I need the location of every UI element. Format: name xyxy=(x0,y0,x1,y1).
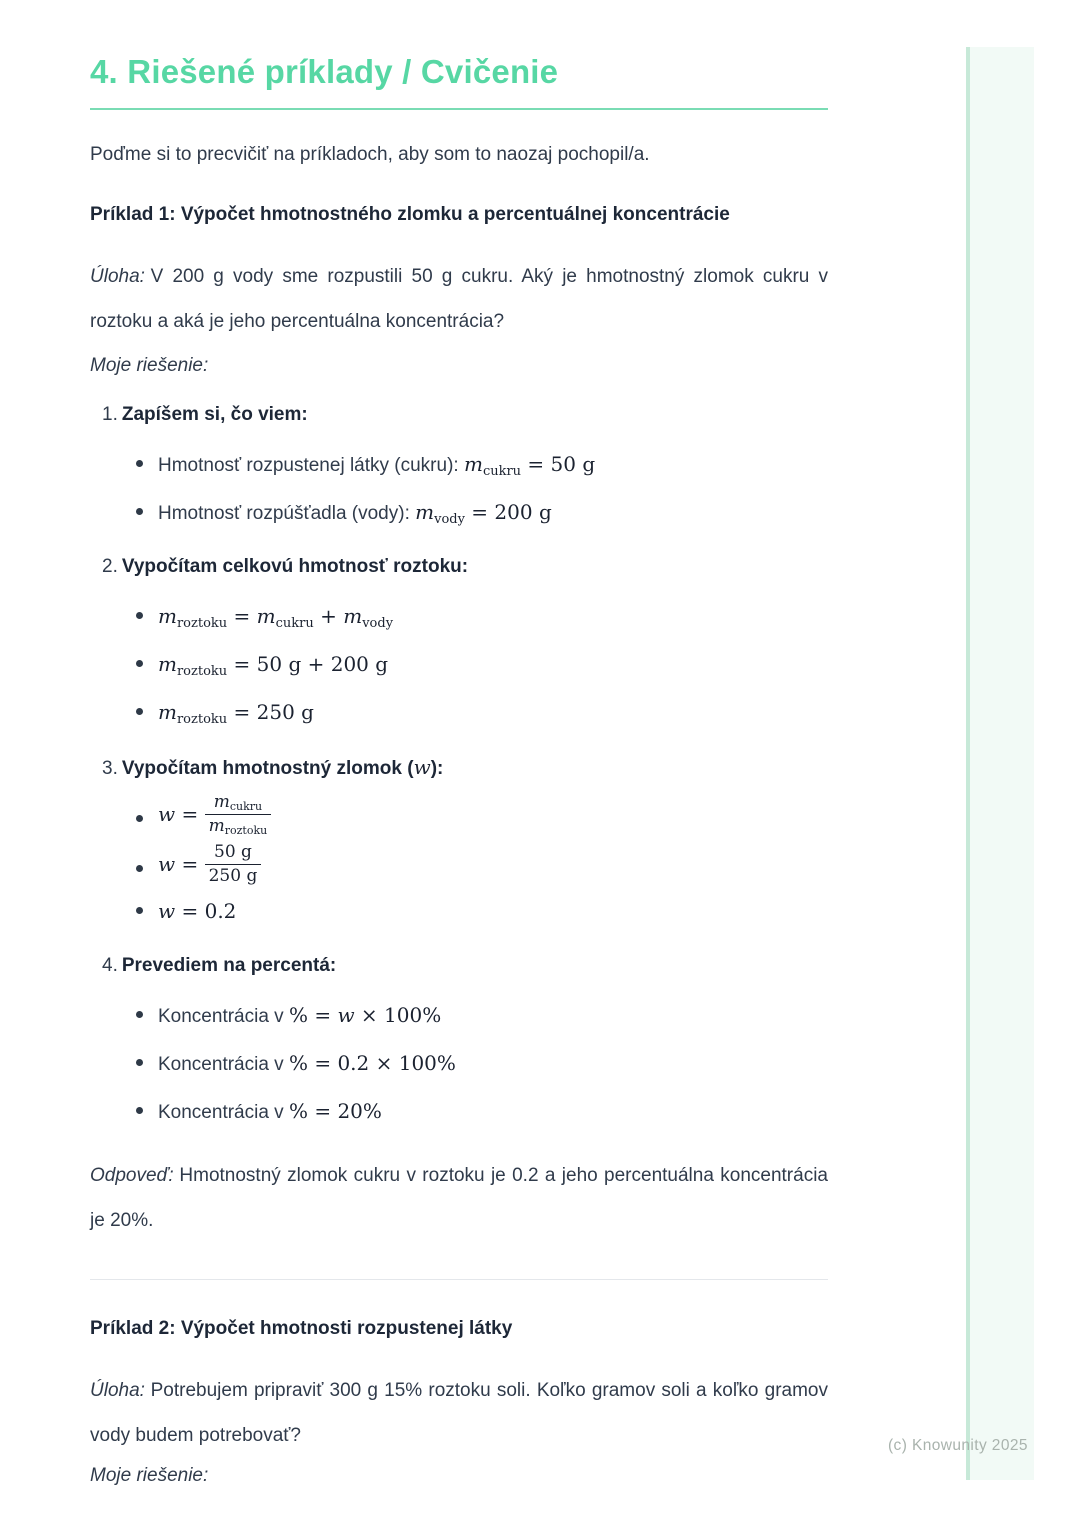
step-number: 3. xyxy=(102,758,118,779)
section-divider xyxy=(90,1279,828,1280)
step-1 xyxy=(102,403,828,527)
math-sub-roztoku: roztoku xyxy=(224,823,268,837)
bullet-total-mass-sum xyxy=(158,651,828,679)
math-var-m: m xyxy=(158,652,177,676)
bullet-mass-solute xyxy=(158,451,828,479)
bullet-percent-calc xyxy=(158,1050,828,1078)
answer-text: Hmotnostný zlomok cukru v roztoku je 0.2 a jeho percentuálna koncentrácia je 20%. xyxy=(90,1164,828,1231)
math-value: = 50 g + 200 g xyxy=(227,652,389,676)
fraction-masses xyxy=(205,793,272,835)
fraction-numerator: 50 g xyxy=(205,843,262,865)
step-2-heading xyxy=(102,555,828,579)
math-var-m: m xyxy=(158,604,177,628)
math-percent-calc: % = 0.2 × 100% xyxy=(288,1050,456,1075)
math-sub-roztoku: roztoku xyxy=(176,616,228,631)
step-1-bullets xyxy=(102,451,828,527)
math-sub-vody: vody xyxy=(362,616,394,631)
bullet-text: Hmotnosť rozpúšťadla (vody): xyxy=(158,503,416,524)
math-sub-roztoku: roztoku xyxy=(176,664,228,679)
example2-heading: Príklad 2: Výpočet hmotnosti rozpustenej látky xyxy=(90,1317,513,1339)
math-equals: = xyxy=(175,802,205,827)
task-text: Potrebujem pripraviť 300 g 15% roztoku soli. Koľko gramov soli a koľko gramov vody budem potrebovať? xyxy=(90,1379,828,1446)
fraction-denominator xyxy=(205,815,272,836)
math-plus: + xyxy=(313,604,344,628)
step-number: 2. xyxy=(102,556,118,577)
step-3-bullets xyxy=(102,792,828,926)
fraction-denominator: 250 g xyxy=(208,866,258,887)
answer-label: Odpoveď: xyxy=(90,1164,174,1186)
math-var-m: m xyxy=(208,815,225,836)
example2-solution-label: Moje riešenie: xyxy=(90,1464,209,1486)
step-4-heading xyxy=(102,954,828,978)
solution-steps-list xyxy=(90,403,828,1126)
math-var-w: w xyxy=(158,802,176,827)
math-var-m: m xyxy=(158,700,177,724)
copyright-watermark: (c) Knowunity 2025 xyxy=(888,1437,1028,1454)
math-var-w: w xyxy=(337,1002,355,1027)
page-title: 4. Riešené príklady / Cvičenie xyxy=(90,52,828,110)
fraction-values xyxy=(205,843,262,885)
bullet-percent-formula xyxy=(158,1002,828,1030)
step-title-pre: Vypočítam hmotnostný zlomok ( xyxy=(121,758,414,779)
step-title: Prevediem na percentá: xyxy=(121,954,337,976)
math-var-m: m xyxy=(463,452,483,476)
example1-heading: Príklad 1: Výpočet hmotnostného zlomku a percentuálnej koncentrácie xyxy=(90,204,730,225)
bullet-text: Koncentrácia v xyxy=(158,1053,289,1075)
math-var-m: m xyxy=(213,792,230,812)
step-title: Vypočítam celkovú hmotnosť roztoku: xyxy=(121,556,469,577)
math-value: = 0.2 xyxy=(175,898,237,923)
math-var-w: w xyxy=(158,898,176,923)
step-2-bullets xyxy=(102,603,828,727)
step-4-bullets xyxy=(102,1002,828,1126)
math-sub-roztoku: roztoku xyxy=(176,712,228,727)
math-percent-equals: % = xyxy=(288,1002,338,1027)
step-number: 4. xyxy=(102,954,118,976)
task-label: Úloha: xyxy=(90,1379,145,1401)
math-var-m: m xyxy=(415,500,435,524)
step-1-heading xyxy=(102,403,828,427)
bullet-mass-solvent xyxy=(158,499,828,527)
math-var-m: m xyxy=(343,604,363,628)
math-sub-cukru: cukru xyxy=(229,800,263,813)
bullet-fraction-result xyxy=(158,898,828,926)
task-text: V 200 g vody sme rozpustili 50 g cukru. Aký je hmotnostný zlomok cukru v roztoku a aká je jeho percentuálna koncentrácia? xyxy=(90,266,828,332)
document-content xyxy=(90,0,828,1487)
math-sub-cukru: cukru xyxy=(275,616,314,631)
example2-task-paragraph xyxy=(90,1368,828,1458)
math-var-m: m xyxy=(256,604,276,628)
bullet-text: Koncentrácia v xyxy=(158,1005,289,1027)
intro-paragraph: Poďme si to precvičiť na príkladoch, aby som to naozaj pochopil/a. xyxy=(90,144,650,165)
bullet-total-mass-result xyxy=(158,699,828,727)
math-var-w: w xyxy=(413,755,431,779)
bullet-fraction-values xyxy=(158,842,828,887)
step-number: 1. xyxy=(102,404,118,425)
example1-answer-paragraph xyxy=(90,1153,828,1243)
math-times-100: × 100% xyxy=(354,1002,442,1027)
bullet-fraction-formula xyxy=(158,792,828,837)
bullet-text: Koncentrácia v xyxy=(158,1101,289,1123)
math-value: = 50 g xyxy=(521,452,596,476)
math-sub-cukru: cukru xyxy=(482,464,522,479)
example1-task-paragraph xyxy=(90,254,828,344)
math-var-w: w xyxy=(158,852,176,877)
step-title xyxy=(121,755,444,779)
step-title: Zapíšem si, čo viem: xyxy=(121,404,308,425)
math-equals: = xyxy=(175,852,205,877)
math-equals: = xyxy=(227,604,257,628)
fraction-numerator xyxy=(205,793,272,815)
bullet-text: Hmotnosť rozpustenej látky (cukru): xyxy=(158,455,464,476)
step-title-post: ): xyxy=(430,758,444,779)
bullet-total-mass-formula xyxy=(158,603,828,631)
step-3 xyxy=(102,755,828,926)
step-4 xyxy=(102,954,828,1126)
right-margin-stripe xyxy=(966,47,1034,1480)
example1-solution-label: Moje riešenie: xyxy=(90,355,209,376)
math-value: = 250 g xyxy=(227,700,314,724)
math-sub-vody: vody xyxy=(434,512,465,527)
bullet-percent-result xyxy=(158,1098,828,1126)
step-3-heading xyxy=(102,755,828,781)
math-percent-result: % = 20% xyxy=(288,1098,382,1123)
task-label: Úloha: xyxy=(90,266,145,287)
step-2 xyxy=(102,555,828,727)
math-value: = 200 g xyxy=(464,500,552,524)
